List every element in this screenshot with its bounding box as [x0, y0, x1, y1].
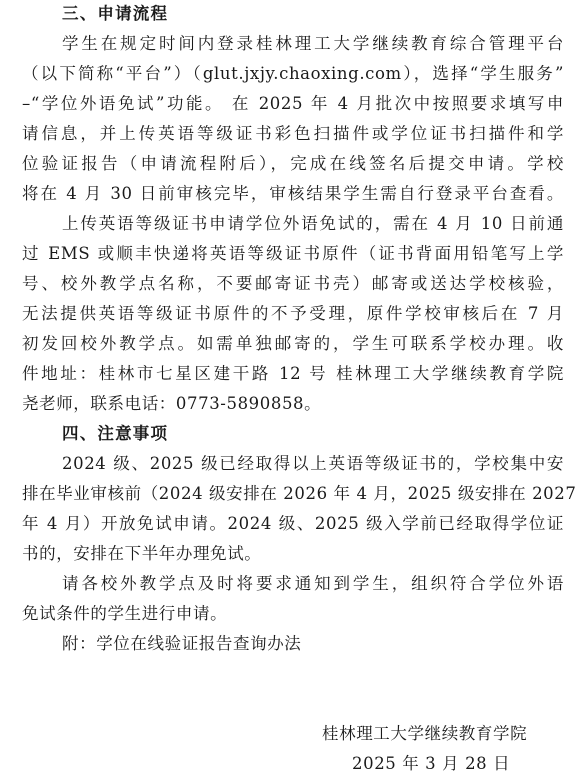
- paragraph-line: 过 EMS 或顺丰快递将英语等级证书原件（证书背面用铅笔写上学: [22, 244, 564, 263]
- paragraph-line: 将在 4 月 30 日前审核完毕，审核结果学生需自行登录平台查看。: [22, 184, 564, 203]
- paragraph-line: 年 4 月）开放免试申请。2024 级、2025 级入学前已经取得学位证: [22, 514, 564, 533]
- paragraph-line: 初发回校外教学点。如需单独邮寄的，学生可联系学校办理。收: [22, 334, 564, 353]
- paragraph-line: 位验证报告（申请流程附后），完成在线签名后提交申请。学校: [22, 154, 564, 173]
- paragraph-line: 书的，安排在下半年办理免试。: [22, 544, 262, 563]
- paragraph-line: 请信息，并上传英语等级证书彩色扫描件或学位证书扫描件和学: [22, 124, 564, 143]
- attachment-note: 附：学位在线验证报告查询办法: [62, 634, 302, 653]
- paragraph-line: 无法提供英语等级证书原件的不予受理，原件学校审核后在 7 月: [22, 304, 564, 323]
- paragraph-line: 排在毕业审核前（2024 级安排在 2026 年 4 月，2025 级安排在 2027: [22, 484, 577, 503]
- paragraph-line: –“学位外语免试”功能。 在 2025 年 4 月批次中按照要求填写申: [22, 94, 564, 113]
- paragraph-line: 上传英语等级证书申请学位外语免试的，需在 4 月 10 日前通: [62, 214, 564, 233]
- paragraph-line: 号、校外教学点名称，不要邮寄证书壳）邮寄或送达学校核验，: [22, 274, 564, 293]
- paragraph-line: 学生在规定时间内登录桂林理工大学继续教育综合管理平台: [62, 34, 564, 53]
- paragraph-line: 免试条件的学生进行申请。: [22, 604, 228, 623]
- signature-date: 2025 年 3 月 28 日: [352, 754, 511, 773]
- signature-organization: 桂林理工大学继续教育学院: [322, 724, 528, 743]
- section-heading-notes: 四、注意事项: [62, 424, 169, 443]
- paragraph-line: 件地址：桂林市七星区建干路 12 号 桂林理工大学继续教育学院: [22, 364, 564, 383]
- paragraph-line: 2024 级、2025 级已经取得以上英语等级证书的，学校集中安: [62, 454, 564, 473]
- paragraph-line: 尧老师，联系电话：0773-5890858。: [22, 394, 322, 413]
- paragraph-line: 请各校外教学点及时将要求通知到学生，组织符合学位外语: [62, 574, 564, 593]
- paragraph-line: （以下简称“平台”）（glut.jxjy.chaoxing.com），选择“学生服务”: [22, 64, 564, 83]
- section-heading-application-process: 三、申请流程: [62, 4, 169, 23]
